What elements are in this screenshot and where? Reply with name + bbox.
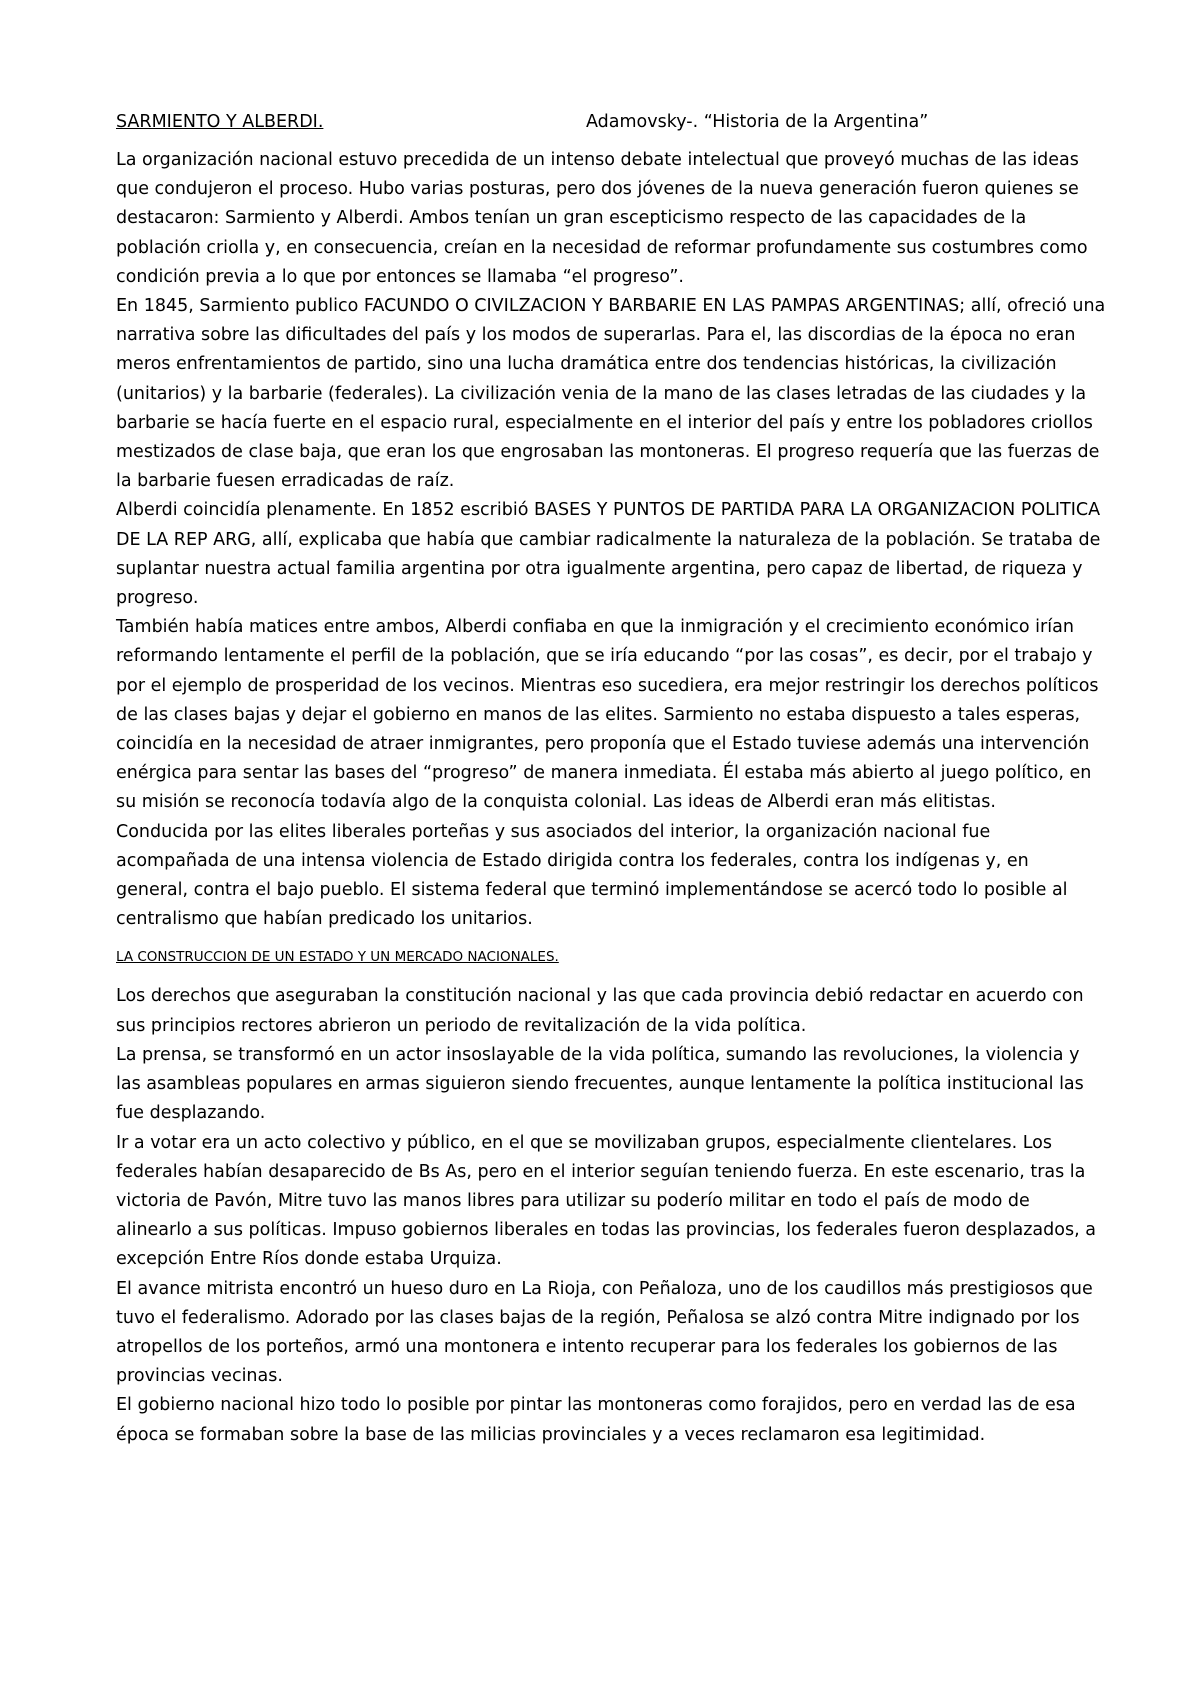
document-page xyxy=(116,108,1106,1668)
document-source: Adamovsky-. “Historia de la Argentina” xyxy=(586,112,929,132)
paragraph: En 1845, Sarmiento publico FACUNDO O CIVILZACION Y BARBARIE EN LAS PAMPAS ARGENTINAS; allí, ofreció una narrativa sobre las dificultades del país y los modos de superarlas. Para el, las discordias de la época no eran meros enfrentamientos de partido, sino una lucha dramática entre dos tendencias históricas, la civilización (unitarios) y la barbarie (federales). La civilización venia de la mano de las clases letradas de las ciudades y la barbarie se hacía fuerte en el espacio rural, especialmente en el interior del país y entre los pobladores criollos mestizados de clase baja, que eran los que engrosaban las montoneras. El progreso requería que las fuerzas de la barbarie fuesen erradicadas de raíz. xyxy=(116,296,1106,492)
paragraph: El avance mitrista encontró un hueso duro en La Rioja, con Peñaloza, uno de los caudillos más prestigiosos que tuvo el federalismo. Adorado por las clases bajas de la región, Peñalosa se alzó contra Mitre indignado por los atropellos de los porteños, armó una montonera e intento recuperar para los federales los gobiernos de las provincias vecinas. xyxy=(116,1278,1093,1387)
section-heading: LA CONSTRUCCION DE UN ESTADO Y UN MERCADO NACIONALES. xyxy=(116,949,559,966)
document-header xyxy=(116,108,1106,142)
paragraph: También había matices entre ambos, Alberdi confiaba en que la inmigración y el crecimiento económico irían reformando lentamente el perfil de la población, que se iría educando “por las cosas”, es decir, por el trabajo y por el ejemplo de prosperidad de los vecinos. Mientras eso sucediera, era mejor restringir los derechos políticos de las clases bajas y dejar el gobierno en manos de las elites. Sarmiento no estaba dispuesto a tales esperas, coincidía en la necesidad de atraer inmigrantes, pero proponía que el Estado tuviese además una intervención enérgica para sentar las bases del “progreso” de manera inmediata. Él estaba más abierto al juego político, en su misión se reconocía todavía algo de la conquista colonial. Las ideas de Alberdi eran más elitistas. xyxy=(116,617,1099,813)
paragraph: La prensa, se transformó en un actor insoslayable de la vida política, sumando las revoluciones, la violencia y las asambleas populares en armas siguieron siendo frecuentes, aunque lentamente la política institucional las fue desplazando. xyxy=(116,1044,1084,1124)
paragraph: El gobierno nacional hizo todo lo posible por pintar las montoneras como forajidos, pero en verdad las de esa época se formaban sobre la base de las milicias provinciales y a veces reclamaron esa legitimidad. xyxy=(116,1395,1076,1445)
paragraph: Alberdi coincidía plenamente. En 1852 escribió BASES Y PUNTOS DE PARTIDA PARA LA ORGANIZACION POLITICA DE LA REP ARG, allí, explicaba que había que cambiar radicalmente la naturaleza de la población. Se trataba de suplantar nuestra actual familia argentina por otra igualmente argentina, pero capaz de libertad, de riqueza y progreso. xyxy=(116,500,1101,609)
document-title: SARMIENTO Y ALBERDI. xyxy=(116,112,324,132)
paragraph: Ir a votar era un acto colectivo y público, en el que se movilizaban grupos, especialmente clientelares. Los federales habían desaparecido de Bs As, pero en el interior seguían teniendo fuerza. En este escenario, tras la victoria de Pavón, Mitre tuvo las manos libres para utilizar su poderío militar en todo el país de modo de alinearlo a sus políticas. Impuso gobiernos liberales en todas las provincias, los federales fueron desplazados, a excepción Entre Ríos donde estaba Urquiza. xyxy=(116,1132,1096,1270)
section-estado-mercado xyxy=(116,982,1106,1449)
paragraph: La organización nacional estuvo precedida de un intenso debate intelectual que proveyó muchas de las ideas que condujeron el proceso. Hubo varias posturas, pero dos jóvenes de la nueva generación fueron quienes se destacaron: Sarmiento y Alberdi. Ambos tenían un gran escepticismo respecto de las capacidades de la población criolla y, en consecuencia, creían en la necesidad de reformar profundamente sus costumbres como condición previa a lo que por entonces se llamaba “el progreso”. xyxy=(116,150,1088,287)
section-sarmiento-alberdi xyxy=(116,146,1106,934)
paragraph: Los derechos que aseguraban la constitución nacional y las que cada provincia debió redactar en acuerdo con sus principios rectores abrieron un periodo de revitalización de la vida política. xyxy=(116,986,1084,1036)
paragraph: Conducida por las elites liberales porteñas y sus asociados del interior, la organización nacional fue acompañada de una intensa violencia de Estado dirigida contra los federales, contra los indígenas y, en general, contra el bajo pueblo. El sistema federal que terminó implementándose se acercó todo lo posible al centralismo que habían predicado los unitarios. xyxy=(116,821,1068,930)
